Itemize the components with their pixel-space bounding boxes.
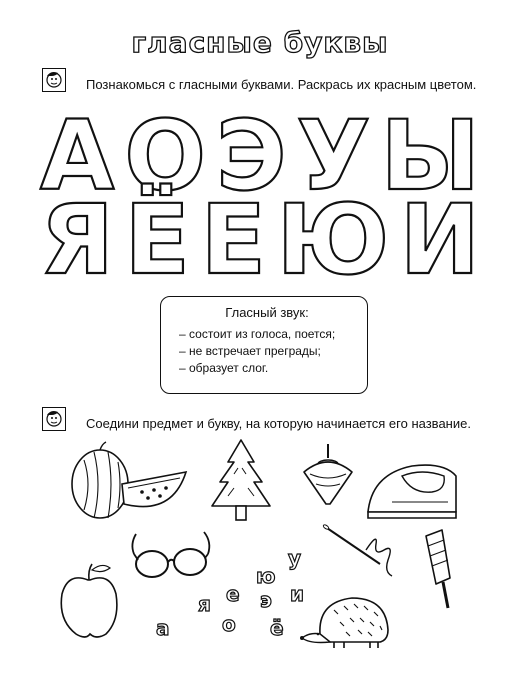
vowel-letter[interactable]: Е bbox=[200, 184, 267, 296]
vowel-letter[interactable]: Ё bbox=[124, 184, 190, 296]
task-face-icon bbox=[42, 407, 66, 431]
scattered-letter[interactable]: е bbox=[226, 582, 240, 606]
hedgehog-icon[interactable] bbox=[294, 590, 394, 652]
task2-instruction: Соедини предмет и букву, на которую начинается его название. bbox=[86, 416, 471, 431]
scattered-letter[interactable]: у bbox=[288, 546, 302, 570]
vowel-letter[interactable]: Ю bbox=[276, 184, 390, 296]
scattered-letter[interactable]: ё bbox=[270, 616, 284, 640]
task1-instruction: Познакомься с гласными буквами. Раскрась их красным цветом. bbox=[86, 77, 477, 92]
task-face-icon bbox=[42, 68, 66, 92]
vowel-row-2 bbox=[40, 184, 480, 296]
popsicle-icon[interactable] bbox=[418, 526, 458, 612]
fir-tree-icon[interactable] bbox=[206, 436, 276, 528]
scattered-letter[interactable]: а bbox=[156, 616, 170, 640]
scattered-letter[interactable]: я bbox=[198, 592, 211, 616]
vowel-letter[interactable]: Я bbox=[40, 184, 114, 296]
needle-and-thread-icon[interactable] bbox=[318, 520, 398, 580]
glasses-icon[interactable] bbox=[120, 524, 220, 584]
scattered-letter[interactable]: ю bbox=[256, 564, 276, 588]
vowel-letter[interactable]: Э bbox=[215, 100, 287, 212]
iron-icon[interactable] bbox=[362, 454, 462, 524]
scattered-letter[interactable]: и bbox=[290, 582, 305, 606]
vowel-rule-box bbox=[160, 296, 368, 394]
scattered-letter[interactable]: э bbox=[260, 588, 272, 612]
vowel-letter[interactable]: У bbox=[296, 100, 371, 212]
vowel-letter[interactable]: А bbox=[40, 100, 115, 212]
vowel-letter[interactable]: Ы bbox=[380, 100, 480, 212]
spinning-top-icon[interactable] bbox=[296, 442, 360, 512]
rule-title: Гласный звук: bbox=[225, 305, 309, 320]
apple-icon[interactable] bbox=[54, 560, 124, 642]
rule-line: – состоит из голоса, поется; bbox=[179, 327, 336, 341]
rule-line: – не встречает преграды; bbox=[179, 344, 321, 358]
watermelon-icon[interactable] bbox=[62, 440, 192, 525]
rule-line: – образует слог. bbox=[179, 361, 269, 375]
vowel-letter[interactable]: И bbox=[399, 184, 480, 296]
vowel-letter[interactable]: О bbox=[124, 100, 206, 212]
scattered-letter[interactable]: о bbox=[222, 612, 236, 636]
page-title: гласные буквы bbox=[131, 26, 389, 59]
